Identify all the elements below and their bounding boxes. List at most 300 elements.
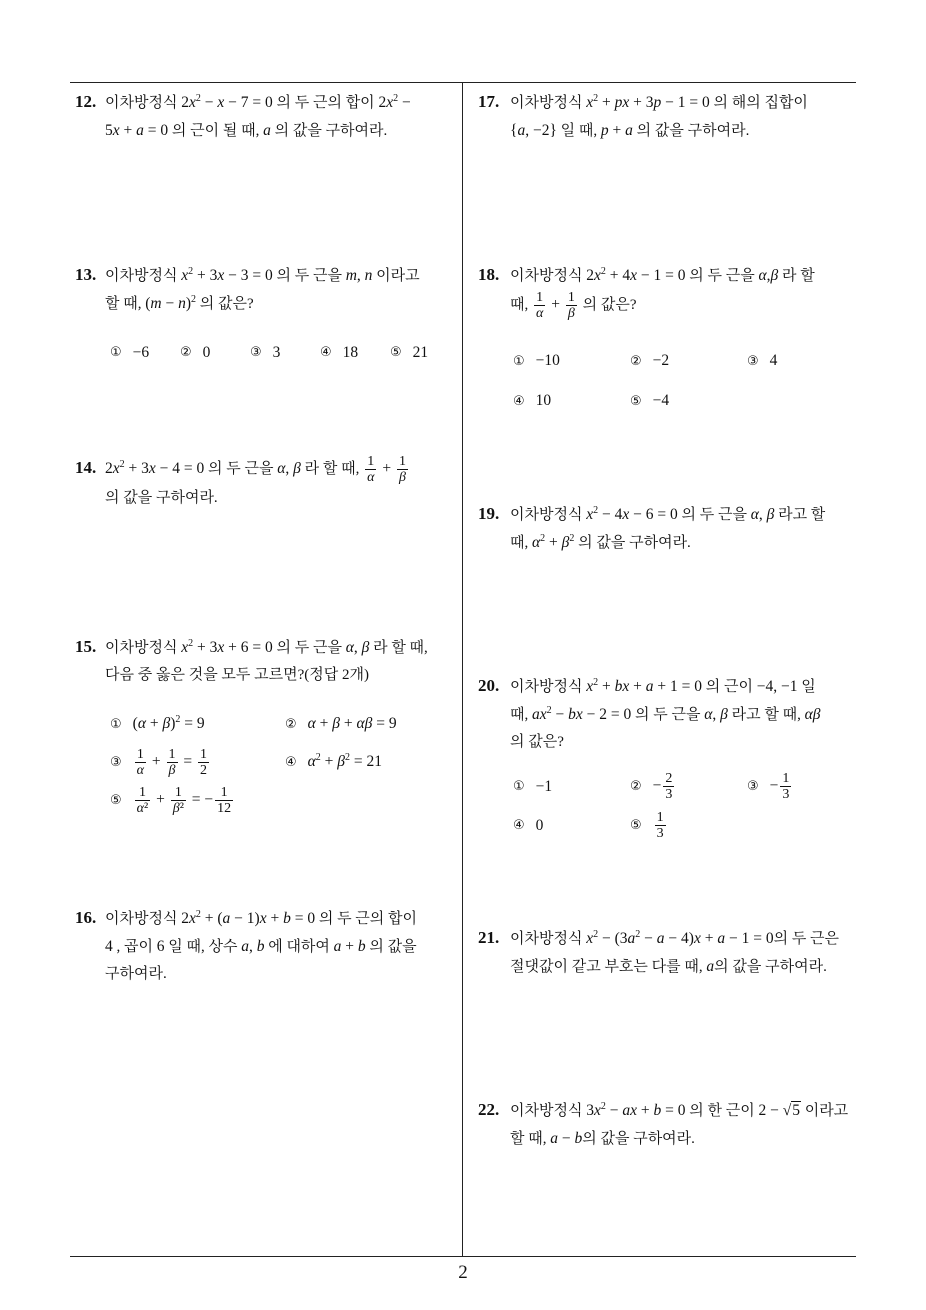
choice-row bbox=[105, 339, 485, 366]
math-variable: α bbox=[345, 639, 354, 656]
fraction bbox=[780, 771, 791, 802]
text-run: 라 할 때, bbox=[369, 640, 428, 656]
page-number: 2 bbox=[458, 1262, 468, 1283]
text-run: 라 할 때, bbox=[300, 461, 364, 477]
choice-marker: ③ bbox=[747, 779, 759, 794]
math-expression: 0 bbox=[535, 816, 544, 834]
math-expression: 0 bbox=[202, 343, 211, 361]
choice-row bbox=[105, 705, 485, 743]
choice-value bbox=[308, 715, 397, 733]
text-run: 의 두 근을 bbox=[272, 640, 346, 656]
math-expression bbox=[308, 753, 316, 770]
math-variable: α bbox=[137, 715, 146, 732]
math-expression: α, β bbox=[345, 639, 370, 656]
problem-line bbox=[75, 961, 417, 988]
math-variable: p bbox=[653, 94, 662, 111]
text-run: 이라고 bbox=[372, 268, 420, 284]
choice-option bbox=[747, 341, 777, 381]
bottom-rule bbox=[70, 1256, 856, 1257]
choice-option bbox=[513, 341, 560, 381]
text-run: 구하여라. bbox=[105, 966, 167, 982]
choice-option bbox=[513, 381, 551, 421]
math-expression: −4, −1 bbox=[756, 678, 798, 695]
text-run: 의 값을 bbox=[365, 939, 417, 955]
math-variable: β bbox=[332, 715, 341, 732]
math-variable: x bbox=[148, 460, 156, 477]
superscript: 2 bbox=[540, 533, 546, 544]
math-variable: α bbox=[277, 460, 286, 477]
text-run: 의 값을 구하여라. bbox=[270, 123, 388, 139]
choice-value bbox=[203, 344, 211, 362]
choice-value bbox=[308, 753, 382, 771]
math-variable: β bbox=[766, 506, 775, 523]
math-variable: p bbox=[614, 94, 623, 111]
choice-marker: ② bbox=[630, 353, 642, 369]
text-run: 의 두 근을 bbox=[272, 268, 346, 284]
text-run: 할 때, bbox=[105, 296, 146, 312]
problem-line bbox=[478, 117, 808, 145]
problem-line bbox=[478, 924, 839, 953]
problem-line bbox=[478, 1125, 848, 1153]
math-expression: 21 bbox=[412, 343, 429, 361]
choice-option bbox=[630, 806, 668, 845]
choice-option bbox=[285, 743, 382, 781]
choice-marker: ⑤ bbox=[630, 393, 642, 409]
choice-value bbox=[653, 352, 670, 370]
math-variable: x bbox=[586, 678, 594, 695]
math-expression: {a, −2} bbox=[510, 122, 557, 139]
math-expression: + 3x − 3 = 0 bbox=[196, 267, 273, 284]
math-expression: − x − 7 = 0 bbox=[204, 94, 273, 111]
math-variable: a bbox=[517, 122, 526, 139]
choice-marker: ③ bbox=[110, 754, 122, 770]
math-variable: a bbox=[706, 958, 715, 975]
problem-line bbox=[478, 729, 820, 756]
math-variable: α bbox=[136, 762, 145, 778]
math-variable: a bbox=[627, 930, 636, 947]
choice-marker: ① bbox=[110, 345, 122, 360]
math-variable: b bbox=[256, 938, 265, 955]
fraction-denominator bbox=[397, 470, 408, 485]
problem-line bbox=[75, 485, 410, 512]
math-expression: (α + β) bbox=[132, 715, 176, 732]
text-run: 이차방정식 bbox=[105, 95, 182, 111]
math-expression: = bbox=[179, 752, 197, 770]
math-expression: − bbox=[769, 776, 779, 794]
text-run: 의 값을 구하여라. bbox=[714, 959, 827, 975]
superscript: 2 bbox=[393, 93, 399, 104]
text-run: 의 두 근을 bbox=[685, 268, 759, 284]
math-expression: − a − 4)x + a − 1 = 0 bbox=[644, 930, 774, 947]
math-expression: 2x bbox=[378, 94, 394, 111]
answer-choices bbox=[510, 767, 890, 845]
fraction bbox=[198, 747, 209, 778]
math-variable: a bbox=[263, 122, 271, 139]
math-variable: x bbox=[630, 267, 637, 284]
math-expression: 2 − √ bbox=[758, 1102, 792, 1119]
math-expression: α, β bbox=[277, 460, 301, 477]
problem-number: 18. bbox=[478, 265, 500, 284]
math-variable: β bbox=[567, 306, 575, 321]
fraction bbox=[534, 290, 545, 321]
choice-marker: ③ bbox=[747, 353, 759, 369]
fraction-denominator bbox=[566, 306, 577, 321]
text-run: 에 대하여 bbox=[264, 939, 334, 955]
math-variable: β bbox=[361, 639, 370, 656]
superscript: 2 bbox=[593, 505, 599, 516]
superscript: 2 bbox=[188, 266, 194, 277]
choice-option bbox=[110, 705, 205, 743]
math-expression: 3x bbox=[586, 1102, 601, 1119]
math-expression: + 3x − 4 = 0 bbox=[128, 460, 205, 477]
choice-value bbox=[653, 810, 668, 841]
problem-line bbox=[75, 117, 411, 145]
superscript: 2 bbox=[593, 93, 599, 104]
math-variable: m bbox=[150, 295, 162, 312]
superscript: 2 bbox=[175, 714, 181, 725]
text-run: 이차방정식 bbox=[510, 268, 587, 284]
math-variable: α bbox=[136, 800, 145, 816]
math-variable: α bbox=[356, 715, 365, 732]
fraction bbox=[135, 747, 146, 778]
math-variable: α bbox=[307, 753, 316, 770]
math-variable: α bbox=[750, 506, 759, 523]
choice-option bbox=[110, 743, 211, 781]
text-run: 의 두 근은 bbox=[773, 931, 840, 947]
fraction-numerator: 1 bbox=[365, 454, 376, 470]
math-expression: − bx − 2 = 0 bbox=[555, 706, 632, 723]
choice-row bbox=[510, 341, 890, 381]
text-run: 할 때, bbox=[510, 1131, 551, 1147]
choice-marker: ① bbox=[513, 779, 525, 794]
text-run: 이차방정식 bbox=[510, 931, 587, 947]
fraction-denominator: 3 bbox=[656, 826, 664, 841]
choice-value bbox=[133, 747, 211, 778]
math-variable: b bbox=[574, 1130, 583, 1147]
math-expression: 2x bbox=[181, 94, 196, 111]
problem-item bbox=[75, 88, 411, 145]
math-variable: x bbox=[622, 678, 630, 695]
math-variable: a bbox=[550, 1130, 558, 1147]
math-variable: p bbox=[600, 122, 609, 139]
math-variable: a bbox=[333, 938, 342, 955]
math-variable: a bbox=[622, 1102, 631, 1119]
math-expression: 2x bbox=[586, 267, 601, 284]
choice-marker: ⑤ bbox=[390, 345, 402, 360]
problem-number: 15. bbox=[75, 637, 97, 656]
text-run: 일 때, bbox=[556, 123, 601, 139]
math-expression: a + b bbox=[333, 938, 366, 955]
superscript: 2 bbox=[345, 752, 351, 763]
fraction bbox=[663, 771, 674, 802]
math-variable: β bbox=[337, 753, 346, 770]
fraction-numerator: 1 bbox=[168, 746, 176, 762]
text-run: 의 해의 집합이 bbox=[709, 95, 808, 111]
math-variable: β bbox=[364, 715, 373, 732]
choice-row bbox=[105, 781, 485, 819]
math-variable: a bbox=[656, 930, 665, 947]
text-run: 의 값을 구하여라. bbox=[105, 490, 218, 507]
radicand: 5 bbox=[792, 1102, 800, 1119]
math-variable: x bbox=[539, 706, 547, 723]
problem-line bbox=[478, 953, 839, 981]
math-variable: b bbox=[357, 938, 366, 955]
math-expression: + β bbox=[549, 534, 570, 551]
text-run: 의 값을 구하여라. bbox=[574, 535, 691, 551]
problem-number: 19. bbox=[478, 504, 500, 523]
math-expression: + bbox=[547, 295, 564, 313]
text-run: 이차방정식 bbox=[510, 1103, 587, 1119]
math-expression: a, b bbox=[241, 938, 265, 955]
math-variable: x bbox=[586, 506, 594, 523]
choice-option bbox=[180, 339, 210, 366]
choice-option bbox=[285, 705, 397, 743]
choice-marker: ⑤ bbox=[110, 792, 122, 808]
fraction-numerator: 1 bbox=[171, 785, 186, 801]
superscript: 2 bbox=[600, 1101, 606, 1112]
choice-marker: ④ bbox=[320, 345, 332, 360]
top-rule bbox=[70, 82, 856, 83]
problem-line bbox=[75, 261, 420, 290]
choice-option bbox=[390, 339, 428, 366]
superscript: 2 bbox=[315, 752, 321, 763]
choice-option bbox=[747, 767, 793, 806]
math-variable: x bbox=[188, 910, 196, 927]
fraction-denominator bbox=[534, 306, 545, 321]
math-variable: x bbox=[593, 267, 601, 284]
math-variable: x bbox=[575, 706, 583, 723]
choice-option bbox=[513, 767, 552, 806]
superscript: 2 bbox=[195, 909, 201, 920]
math-variable: x bbox=[112, 122, 120, 139]
math-variable: α bbox=[367, 470, 375, 486]
fraction bbox=[365, 454, 376, 485]
math-expression: = 21 bbox=[350, 753, 383, 770]
problem-line bbox=[75, 904, 417, 933]
choice-marker: ⑤ bbox=[630, 818, 642, 833]
text-run: 의 두 근의 합이 bbox=[315, 911, 418, 927]
fraction-denominator: β² bbox=[172, 800, 184, 816]
choice-value bbox=[133, 715, 205, 733]
math-expression: 4 bbox=[769, 352, 778, 369]
math-variable: n bbox=[364, 267, 373, 284]
text-run: 라 할 bbox=[778, 268, 815, 284]
problem-line bbox=[75, 290, 420, 318]
fraction-numerator: 1 bbox=[398, 454, 406, 470]
fraction bbox=[215, 785, 233, 816]
math-expression: −4 bbox=[652, 392, 670, 409]
math-variable: α bbox=[704, 706, 713, 723]
problem-line bbox=[478, 529, 825, 557]
problem-item bbox=[478, 88, 808, 145]
math-variable: β bbox=[398, 470, 406, 486]
math-variable: x bbox=[181, 267, 189, 284]
math-variable: b bbox=[653, 1102, 662, 1119]
text-run: 때, bbox=[510, 296, 532, 313]
superscript: 2 bbox=[600, 266, 606, 277]
problem-item bbox=[75, 633, 428, 816]
math-expression: −2 bbox=[652, 352, 670, 369]
choice-option bbox=[630, 381, 669, 421]
problem-item bbox=[478, 924, 839, 981]
problem-number: 21. bbox=[478, 928, 500, 947]
choice-option bbox=[630, 341, 669, 381]
math-variable: x bbox=[386, 94, 394, 111]
math-variable: α bbox=[536, 306, 544, 321]
math-expression: −10 bbox=[535, 352, 560, 369]
problem-line bbox=[478, 261, 815, 290]
problem-item bbox=[75, 904, 417, 988]
problem-number: 16. bbox=[75, 908, 97, 927]
problem-line bbox=[75, 933, 417, 961]
choice-value bbox=[770, 352, 778, 370]
text-run: 이차방정식 bbox=[105, 640, 182, 656]
math-variable: β bbox=[770, 267, 779, 284]
math-expression: − bbox=[652, 776, 662, 794]
text-run: 이차방정식 bbox=[105, 268, 182, 284]
math-variable: a bbox=[532, 706, 540, 723]
fraction-denominator: 12 bbox=[217, 800, 232, 816]
problem-item bbox=[478, 672, 821, 841]
text-run: 라고 할 때, bbox=[727, 707, 805, 723]
math-expression: + bbox=[378, 460, 395, 477]
text-run: 의 근이 될 때, bbox=[168, 123, 264, 139]
text-run: 의 두 근을 bbox=[631, 707, 705, 723]
choice-value bbox=[536, 392, 552, 410]
fraction-denominator: α² bbox=[136, 800, 149, 816]
problem-line bbox=[75, 662, 428, 689]
math-expression: 10 bbox=[535, 392, 552, 409]
text-run: 때, bbox=[510, 535, 532, 551]
math-expression: + px + 3p − 1 = 0 bbox=[601, 94, 710, 111]
math-variable: m bbox=[345, 267, 357, 284]
math-variable: x bbox=[259, 910, 267, 927]
fraction-numerator: 1 bbox=[534, 290, 545, 306]
math-expression: + β bbox=[324, 753, 346, 770]
math-variable: x bbox=[586, 930, 594, 947]
text-run: 의 값은? bbox=[510, 734, 564, 750]
math-expression: − bbox=[398, 94, 411, 111]
choice-marker: ④ bbox=[513, 818, 525, 833]
math-variable: x bbox=[112, 460, 120, 477]
fraction-denominator bbox=[135, 763, 146, 778]
fraction-denominator bbox=[167, 763, 178, 778]
superscript: 2 bbox=[593, 929, 599, 940]
math-variable: a bbox=[222, 910, 231, 927]
text-run: 의 값은? bbox=[196, 296, 254, 312]
math-variable: x bbox=[188, 94, 196, 111]
math-expression: = 9 bbox=[180, 715, 205, 732]
fraction bbox=[566, 290, 577, 321]
problem-line bbox=[478, 701, 820, 729]
math-expression: + bbox=[152, 790, 169, 808]
math-expression: 2x bbox=[181, 910, 196, 927]
math-expression: p + a bbox=[600, 122, 633, 139]
math-variable: α bbox=[532, 534, 541, 551]
math-variable: n bbox=[178, 295, 186, 312]
problem-item bbox=[75, 454, 410, 512]
problem-item bbox=[478, 1096, 848, 1153]
math-expression: = − bbox=[187, 790, 214, 808]
problem-number: 22. bbox=[478, 1100, 500, 1119]
math-variable: b bbox=[568, 706, 576, 723]
choice-row bbox=[510, 806, 890, 845]
fraction-numerator: 1 bbox=[215, 785, 233, 801]
choice-marker: ① bbox=[110, 716, 122, 732]
problem-line bbox=[478, 290, 815, 321]
math-variable: β bbox=[561, 534, 570, 551]
math-expression: 18 bbox=[342, 343, 359, 361]
math-variable: x bbox=[217, 94, 225, 111]
choice-value bbox=[536, 778, 553, 796]
problem-number: 13. bbox=[75, 265, 97, 284]
math-variable: x bbox=[593, 1102, 601, 1119]
text-run: 의 한 근이 bbox=[685, 1103, 759, 1119]
text-run: 이차방정식 bbox=[105, 911, 182, 927]
answer-choices bbox=[105, 339, 485, 366]
text-run: , 곱이 bbox=[112, 939, 157, 955]
superscript: 2 bbox=[635, 929, 641, 940]
choice-marker: ② bbox=[180, 345, 192, 360]
text-run: 이차방정식 bbox=[510, 507, 587, 523]
choice-marker: ② bbox=[630, 779, 642, 794]
math-expression: 5x + a = 0 bbox=[105, 122, 169, 139]
text-run: 다음 중 옳은 것을 모두 고르면?(정답 2개) bbox=[105, 667, 369, 683]
math-expression: a − b bbox=[550, 1130, 583, 1147]
math-variable: a bbox=[241, 938, 249, 955]
math-variable: α bbox=[804, 706, 813, 723]
choice-option bbox=[110, 781, 235, 819]
math-variable: x bbox=[622, 506, 630, 523]
text-run: 의 값을 구하여라. bbox=[582, 1131, 695, 1147]
math-expression: + (a − 1)x + b = 0 bbox=[204, 910, 316, 927]
column-divider bbox=[462, 82, 463, 1256]
choice-marker: ② bbox=[285, 716, 297, 732]
math-variable: β bbox=[162, 715, 171, 732]
math-variable: x bbox=[693, 930, 701, 947]
math-variable: b bbox=[614, 678, 623, 695]
choice-value bbox=[413, 344, 429, 362]
math-variable: x bbox=[217, 267, 225, 284]
math-expression: + bbox=[148, 752, 165, 770]
text-run: 이차방정식 bbox=[510, 679, 587, 695]
problem-number: 20. bbox=[478, 676, 500, 695]
math-expression: −1 bbox=[535, 777, 553, 795]
problem-line bbox=[478, 1096, 848, 1125]
math-variable: β bbox=[168, 762, 176, 778]
problem-number: 14. bbox=[75, 458, 97, 477]
math-expression bbox=[805, 706, 821, 723]
math-variable: a bbox=[136, 122, 144, 139]
math-expression: 6 bbox=[156, 938, 165, 955]
math-expression: 2x bbox=[105, 460, 120, 477]
math-expression: 3 bbox=[272, 343, 281, 361]
math-expression: + 3x + 6 = 0 bbox=[196, 639, 273, 656]
superscript: 2 bbox=[191, 294, 197, 305]
superscript: 2 bbox=[119, 459, 125, 470]
choice-option bbox=[320, 339, 358, 366]
math-variable: b bbox=[283, 910, 291, 927]
problem-line bbox=[478, 672, 820, 701]
fraction-numerator: 1 bbox=[135, 785, 151, 801]
math-variable: a bbox=[717, 930, 726, 947]
choice-row bbox=[510, 767, 890, 806]
choice-value bbox=[343, 344, 359, 362]
text-run: 의 근이 bbox=[701, 679, 757, 695]
text-run: 라고 할 bbox=[774, 507, 826, 523]
choice-value bbox=[653, 771, 677, 802]
text-run: 이라고 bbox=[800, 1103, 849, 1119]
